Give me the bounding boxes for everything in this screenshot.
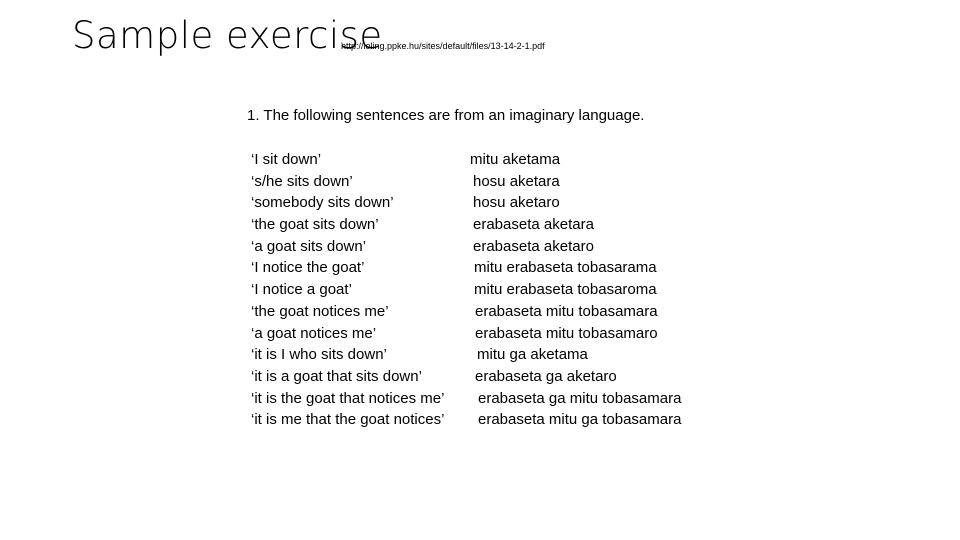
imaginary-language-sentence: mitu aketama xyxy=(470,151,561,168)
english-gloss: ‘a goat sits down’ xyxy=(251,237,367,255)
slide-title: Sample exercise xyxy=(72,14,383,57)
imaginary-language-sentence: hosu aketaro xyxy=(473,194,560,212)
imaginary-language-sentence: erabaseta mitu tobasamaro xyxy=(475,324,658,342)
english-gloss: ‘I sit down’ xyxy=(251,151,322,168)
english-gloss: ‘it is a goat that sits down’ xyxy=(251,367,422,385)
english-gloss: ‘a goat notices me’ xyxy=(251,324,377,342)
imaginary-language-sentence: erabaseta mitu tobasamara xyxy=(475,302,658,320)
source-url: http://ioling.ppke.hu/sites/default/files/13-14-2-1.pdf xyxy=(341,41,545,51)
imaginary-language-sentence: mitu erabaseta tobasaroma xyxy=(474,281,657,299)
english-gloss: ‘the goat notices me’ xyxy=(251,302,389,320)
imaginary-language-sentence: mitu ga aketama xyxy=(477,346,588,364)
imaginary-language-sentence: erabaseta mitu ga tobasamara xyxy=(478,411,682,429)
imaginary-language-sentence: hosu aketara xyxy=(473,172,560,190)
english-gloss: ‘it is I who sits down’ xyxy=(251,346,387,364)
imaginary-language-sentence: erabaseta ga aketaro xyxy=(475,367,617,385)
imaginary-language-sentence: erabaseta ga mitu tobasamara xyxy=(478,389,682,407)
imaginary-language-sentence: erabaseta aketaro xyxy=(473,237,594,255)
exercise-instruction: 1. The following sentences are from an imaginary language. xyxy=(247,107,645,124)
english-gloss: ‘it is me that the goat notices’ xyxy=(251,411,445,429)
english-gloss: ‘it is the goat that notices me’ xyxy=(251,389,445,407)
imaginary-language-sentence: erabaseta aketara xyxy=(473,216,594,234)
imaginary-language-sentence: mitu erabaseta tobasarama xyxy=(474,259,657,277)
english-gloss: ‘the goat sits down’ xyxy=(251,216,379,234)
english-gloss: ‘I notice a goat’ xyxy=(251,281,352,299)
english-gloss: ‘somebody sits down’ xyxy=(251,194,394,212)
english-gloss: ‘s/he sits down’ xyxy=(251,172,353,190)
english-gloss: ‘I notice the goat’ xyxy=(251,259,365,277)
